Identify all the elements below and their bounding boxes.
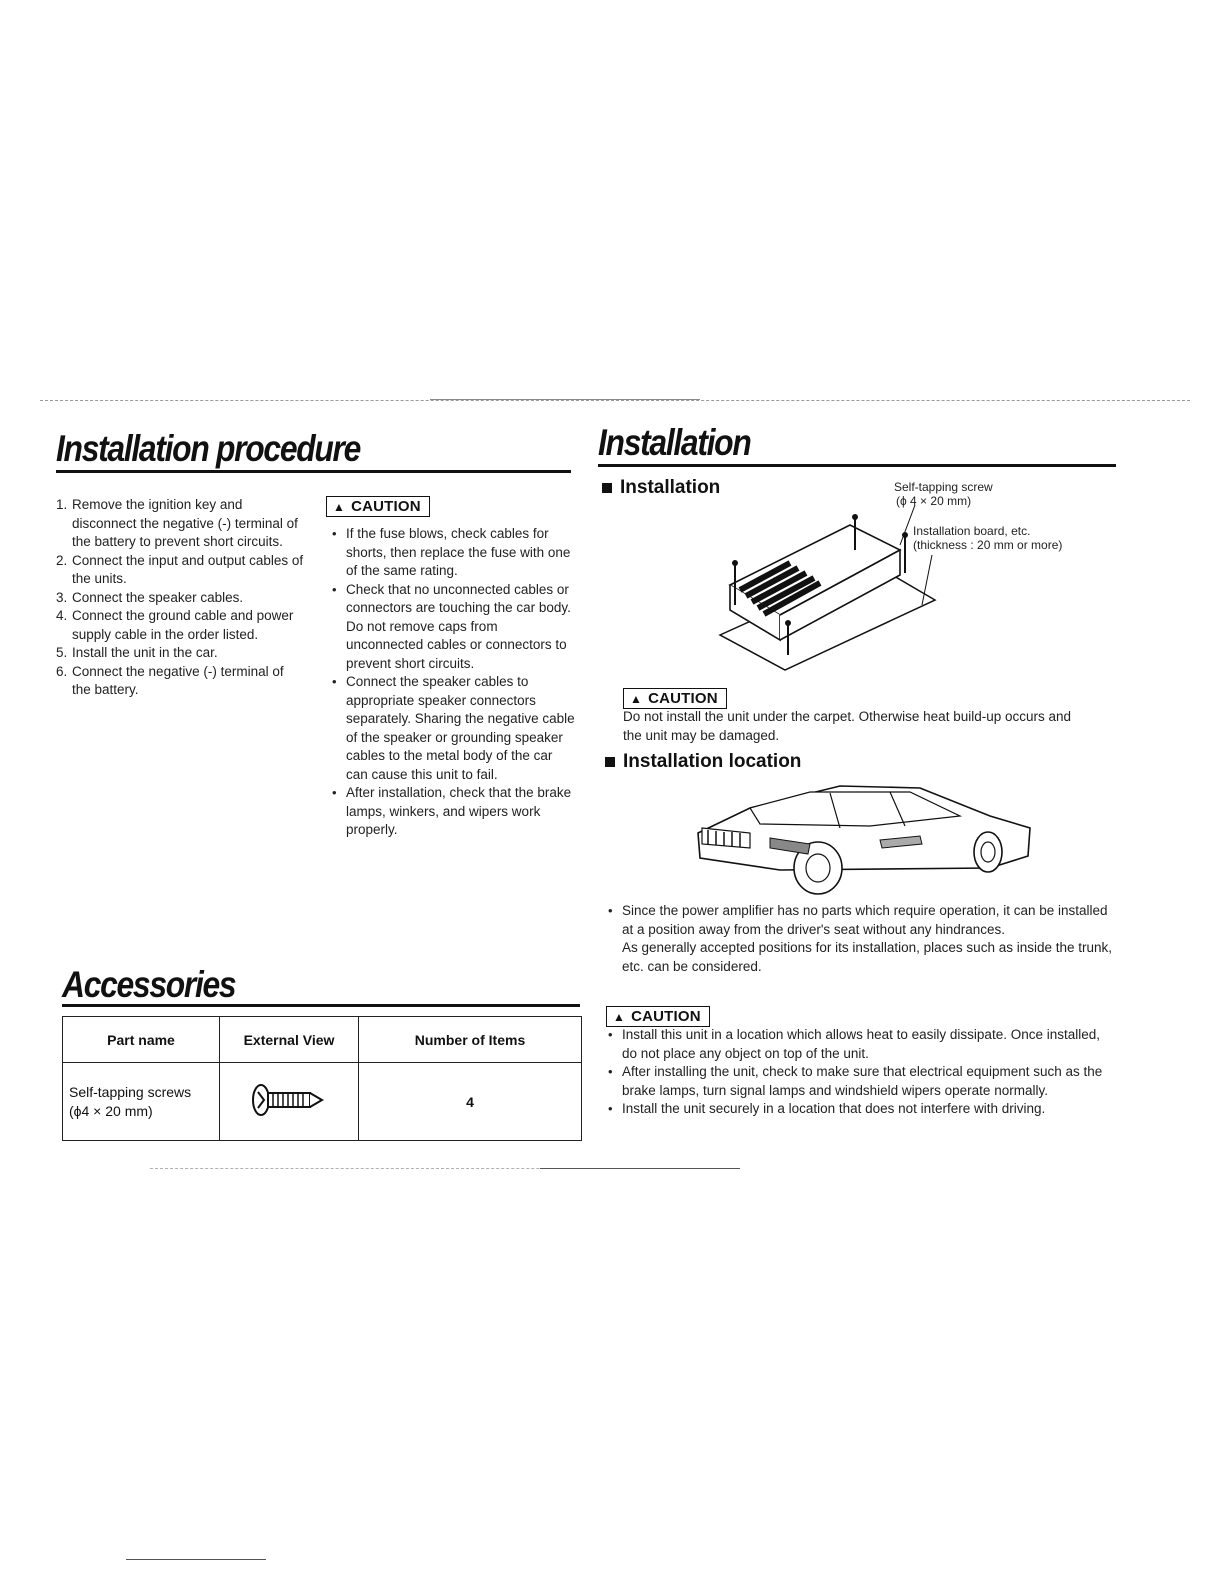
installation-caution-text: Do not install the unit under the carpet. Otherwise heat build-up occurs and the unit may be damaged.: [623, 709, 1072, 743]
top-solid-rule: [430, 399, 700, 400]
cell-external-view: [220, 1063, 359, 1141]
footer-underline: [126, 1559, 266, 1560]
location-caution-list: [606, 1026, 1116, 1119]
square-bullet-icon: [602, 483, 612, 493]
procedure-caution-item: • If the fuse blows, check cables for shorts, then replace the fuse with one of the same rating.: [330, 525, 575, 581]
installation-procedure-title-rule: [56, 470, 571, 473]
step-1: 1. Remove the ignition key and disconnect the negative (-) terminal of the battery to prevent short circuits.: [56, 497, 298, 549]
accessories-title-rule: [62, 1004, 580, 1007]
step-2: 2. Connect the input and output cables of the units.: [56, 552, 304, 586]
procedure-caution-badge: [326, 496, 430, 517]
location-bullet: • Since the power amplifier has no parts which require operation, it can be installed at a position away from the driver's seat without any hindrances. As generally accepted positions for its installation, places such as inside the trunk, etc. can be considered.: [606, 902, 1116, 976]
step-5: 5. Install the unit in the car.: [56, 645, 218, 660]
square-bullet-icon: [605, 757, 615, 767]
installation-location-text: [606, 902, 1116, 976]
header-part-name: Part name: [63, 1017, 220, 1063]
installation-location-heading: Installation location: [605, 751, 801, 773]
top-dashed-rule: [40, 400, 1190, 401]
procedure-caution-item: • After installation, check that the brake lamps, winkers, and wipers work properly.: [330, 784, 575, 840]
accessories-table: [62, 1016, 582, 1141]
accessories-title: Accessories: [62, 964, 236, 1005]
step-6: 6. Connect the negative (-) terminal of the battery.: [56, 663, 284, 697]
step-3: 3. Connect the speaker cables.: [56, 589, 244, 605]
caution-label: CAUTION: [351, 498, 421, 515]
screw-icon: [249, 1080, 329, 1120]
location-caution-item: • Install the unit securely in a location that does not interfere with driving.: [606, 1100, 1116, 1119]
installation-title: Installation: [598, 422, 751, 463]
procedure-caution-item: • Connect the speaker cables to appropriate speaker connectors separately. Sharing the negative cable of the speaker or grounding speaker cables to the metal body of the car can cause this unit to fail.: [330, 673, 575, 784]
procedure-caution-item: • Check that no unconnected cables or connectors are touching the car body. Do not remove caps from unconnected cables or connectors to prevent short circuits.: [330, 581, 575, 674]
installation-title-rule: [598, 464, 1116, 467]
step-4: 4. Connect the ground cable and power supply cable in the order listed.: [56, 608, 294, 642]
car-illustration: [690, 778, 1040, 898]
installation-procedure-title: Installation procedure: [56, 428, 361, 469]
figure-label-board: Installation board, etc. (thickness : 20 mm or more): [913, 524, 1063, 552]
location-caution-item: • After installing the unit, check to make sure that electrical equipment such as the brake lamps, turn signal lamps and windshield wipers operate normally.: [606, 1063, 1116, 1100]
header-number-of-items: Number of Items: [359, 1017, 582, 1063]
accessories-header-row: [63, 1017, 582, 1063]
installation-caution-badge: ▲ CAUTION: [623, 688, 727, 709]
warning-triangle-icon: ▲: [333, 499, 346, 514]
procedure-caution-list: [330, 525, 575, 840]
location-caution-badge: ▲ CAUTION: [606, 1006, 710, 1027]
table-row: [63, 1063, 582, 1141]
installation-subheading: Installation: [602, 477, 720, 499]
warning-triangle-icon: ▲: [613, 1009, 626, 1024]
cell-number-of-items: 4: [359, 1063, 582, 1141]
procedure-steps: [56, 496, 306, 700]
location-caution-item: • Install this unit in a location which allows heat to easily dissipate. Once installed, do not place any object on top of the unit.: [606, 1026, 1116, 1063]
bottom-solid-rule: [540, 1168, 740, 1169]
header-external-view: External View: [220, 1017, 359, 1063]
cell-part-name: Self-tapping screws (ϕ4 × 20 mm): [63, 1063, 220, 1141]
warning-triangle-icon: ▲: [630, 691, 643, 706]
figure-label-screw: Self-tapping screw (ϕ 4 × 20 mm): [894, 480, 993, 508]
